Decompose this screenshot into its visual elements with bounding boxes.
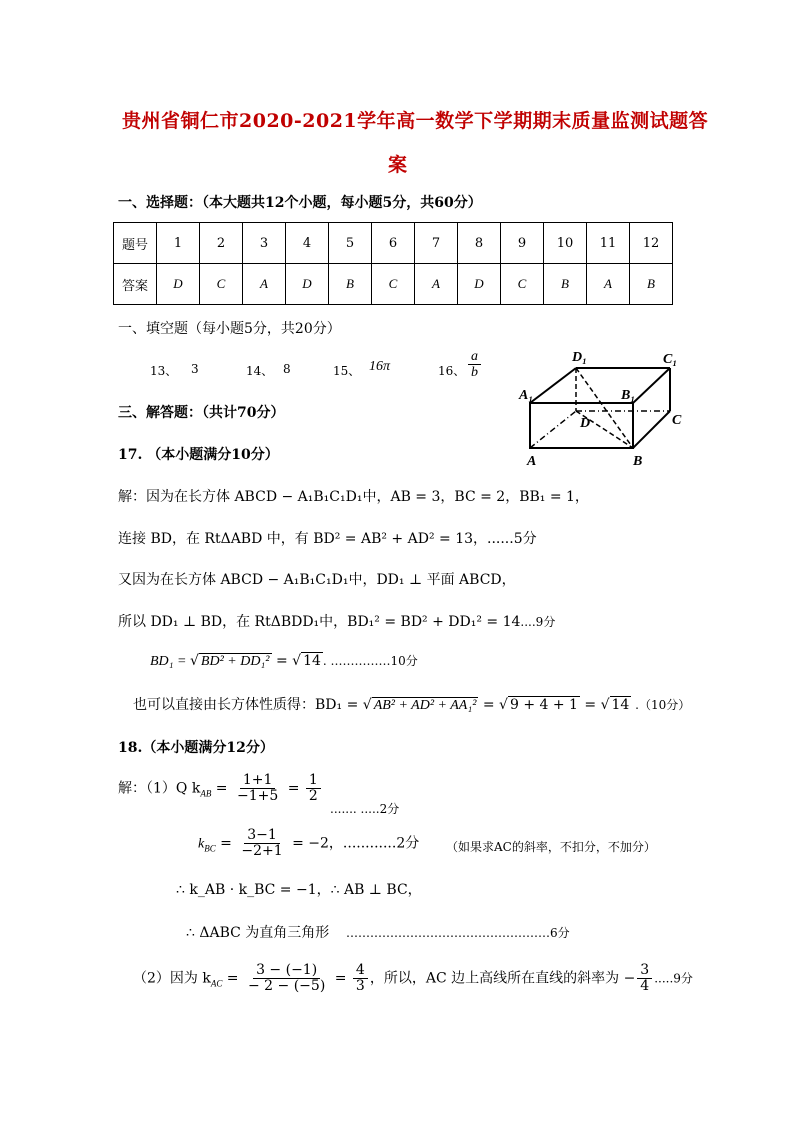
q18-p5-num: 3 − (−1) [253, 963, 320, 979]
table-row-numbers [114, 223, 673, 264]
q17-line4 [118, 611, 555, 631]
q18-p1-score: ....... .....2分 [330, 802, 400, 816]
table-cell: 9 [501, 223, 544, 264]
q18-p2-num: 3−1 [244, 828, 280, 844]
fill-value-15: 16π [369, 359, 391, 374]
q18-p5-prefix: （2）因为 k [133, 970, 211, 987]
table-cell: 7 [415, 223, 458, 264]
q17-line5-lhs: BD₁ = [150, 654, 190, 669]
fraction-denominator: b [471, 365, 478, 380]
q17-line1: 解：因为在长方体 ABCD − A₁B₁C₁D₁中，AB = 3，BC = 2，BB₁ = 1， [118, 489, 589, 505]
table-cell: C [200, 264, 243, 305]
table-cell: 12 [630, 223, 673, 264]
q18-p5-den3: 4 [640, 978, 650, 994]
q17-line6-eq: = [478, 697, 500, 713]
table-cell: 4 [286, 223, 329, 264]
q18-p1-den: −1+5 [236, 788, 279, 804]
label-b1: B₁ [621, 388, 636, 403]
q18-p5-sub: AC [210, 978, 223, 989]
q18-p1-prefix: 解：（1）Q k [118, 780, 201, 797]
label-d: D [580, 416, 591, 431]
table-cell: D [157, 264, 200, 305]
fill-value-14: 8 [283, 362, 291, 376]
table-cell: B [630, 264, 673, 305]
label-c: C [672, 413, 682, 428]
q18-p1-sub: AB [200, 788, 212, 799]
q18-p1-den2: 2 [308, 788, 318, 804]
q18-p5-num3: 3 [637, 963, 652, 979]
table-cell: A [587, 264, 630, 305]
label-a1: A₁ [519, 388, 534, 403]
label-a: A [527, 454, 537, 469]
edge-b1-c1 [633, 368, 670, 403]
page-title-line1: 贵州省铜仁市2020-2021学年高一数学下学期期末质量监测试题答 [122, 110, 709, 132]
hidden-edge-a-d [530, 411, 576, 448]
table-cell: A [415, 264, 458, 305]
edge-b-c [633, 411, 670, 448]
table-cell: C [501, 264, 544, 305]
q18-p2-k: k [198, 836, 205, 852]
q17-line5-score: . ……………10分 [322, 654, 418, 668]
label-b: B [633, 454, 643, 469]
cuboid-figure [515, 345, 695, 470]
q17-line2: 连接 BD，在 RtΔABD 中，有 BD² = AB² + AD² = 13，......5分 [118, 531, 537, 547]
q17-line5: BD₁ = √ BD² + DD₁² = √ 14 . ……………10分 [150, 653, 418, 669]
section2-heading: 一、填空题（每小题5分，共20分） [118, 321, 341, 337]
q18-p5-score: .....9分 [654, 971, 693, 986]
table-cell: B [544, 264, 587, 305]
q18-part4-dots: ……………………………………………6分 [346, 926, 570, 940]
table-cell: 11 [587, 223, 630, 264]
q18-p1-num: 1+1 [240, 773, 276, 789]
q17-line6-radicand3: 14 [611, 697, 630, 713]
fill-value-16 [466, 349, 483, 380]
table-cell: D [286, 264, 329, 305]
fraction-numerator: a [468, 349, 481, 365]
q17-line4-text: 所以 DD₁ ⊥ BD，在 RtΔBDD₁中，BD₁² = BD² + DD₁² = 14 [118, 614, 521, 630]
q18-p1-eq2: = [283, 780, 304, 797]
table-cell: 10 [544, 223, 587, 264]
q17-line6-score: .（10分） [631, 698, 691, 712]
q18-p2-den: −2+1 [241, 843, 283, 859]
q18-p2-rest: = −2，............2分 [287, 835, 420, 852]
table-cell: 8 [458, 223, 501, 264]
fill-label-13: 13、 [150, 364, 178, 378]
table-cell: D [458, 264, 501, 305]
q18-p1-eq: = [211, 780, 232, 797]
fill-label-16: 16、 [438, 364, 466, 378]
row-label-answer: 答案 [114, 264, 157, 305]
diagonal-d1-b [576, 368, 636, 448]
q18-p2-eq: = [215, 835, 237, 852]
page-title-line2: 案 [388, 154, 408, 176]
q17-line4-score: ....9分 [520, 615, 556, 629]
edge-a1-d1 [530, 368, 576, 403]
q18-p5-num2: 4 [353, 963, 368, 979]
q18-p5-eq2: = [330, 970, 351, 987]
q17-line3: 又因为在长方体 ABCD − A₁B₁C₁D₁中，DD₁ ⊥ 平面 ABCD， [118, 572, 516, 588]
q17-line6: 也可以直接由长方体性质得：BD₁ = √ AB² + AD² + AA₁² = √ 9 + 4 + 1 = √ 14 .（10分） [133, 697, 691, 713]
fill-value-13: 3 [191, 362, 199, 376]
answer-table [113, 222, 673, 305]
q18-heading: 18.（本小题满分12分） [118, 740, 274, 756]
row-label-number: 题号 [114, 223, 157, 264]
table-cell: 3 [243, 223, 286, 264]
label-d1: D₁ [572, 350, 587, 365]
q17-line6-text: 也可以直接由长方体性质得：BD₁ = [133, 697, 363, 713]
label-c1: C₁ [663, 352, 678, 367]
q18-part3: ∴ k_AB · k_BC = −1，∴ AB ⊥ BC， [176, 882, 422, 898]
q17-line5-radicand2: 14 [303, 653, 321, 669]
q17-line5-eq: = [271, 653, 293, 669]
section1-heading: 一、选择题：（本大题共12个小题，每小题5分，共60分） [118, 195, 482, 211]
q18-p2-note: （如果求AC的斜率，不扣分，不加分） [446, 840, 656, 854]
q18-part1 [118, 773, 323, 804]
table-cell: 2 [200, 223, 243, 264]
q18-p1-num2: 1 [306, 773, 321, 789]
q18-p5-mid: ，所以，AC 边上高线所在直线的斜率为 − [369, 970, 636, 987]
q18-part2 [198, 828, 419, 859]
q17-heading: 17. （本小题满分10分） [118, 447, 279, 463]
q17-line5-radicand: BD² + DD₁² [200, 654, 270, 669]
q18-p5-den: − 2 − (−5) [248, 978, 326, 994]
fill-label-15: 15、 [333, 364, 361, 378]
q18-part5 [133, 963, 693, 994]
q18-p2-sub: BC [204, 843, 216, 854]
q18-p5-eq: = [222, 970, 243, 987]
table-cell: B [329, 264, 372, 305]
q17-line6-eq2: = [579, 697, 601, 713]
table-cell: 5 [329, 223, 372, 264]
q18-part4: ∴ ΔABC 为直角三角形 [186, 925, 330, 941]
table-cell: C [372, 264, 415, 305]
q18-p5-den2: 3 [355, 978, 365, 994]
section3-heading: 三、解答题：（共计70分） [118, 405, 285, 421]
fill-label-14: 14、 [246, 364, 274, 378]
table-row-answers [114, 264, 673, 305]
table-cell: 6 [372, 223, 415, 264]
table-cell: 1 [157, 223, 200, 264]
q17-line6-radicand1: AB² + AD² + AA₁² [373, 698, 477, 713]
table-cell: A [243, 264, 286, 305]
q17-line6-radicand2: 9 + 4 + 1 [509, 697, 578, 713]
